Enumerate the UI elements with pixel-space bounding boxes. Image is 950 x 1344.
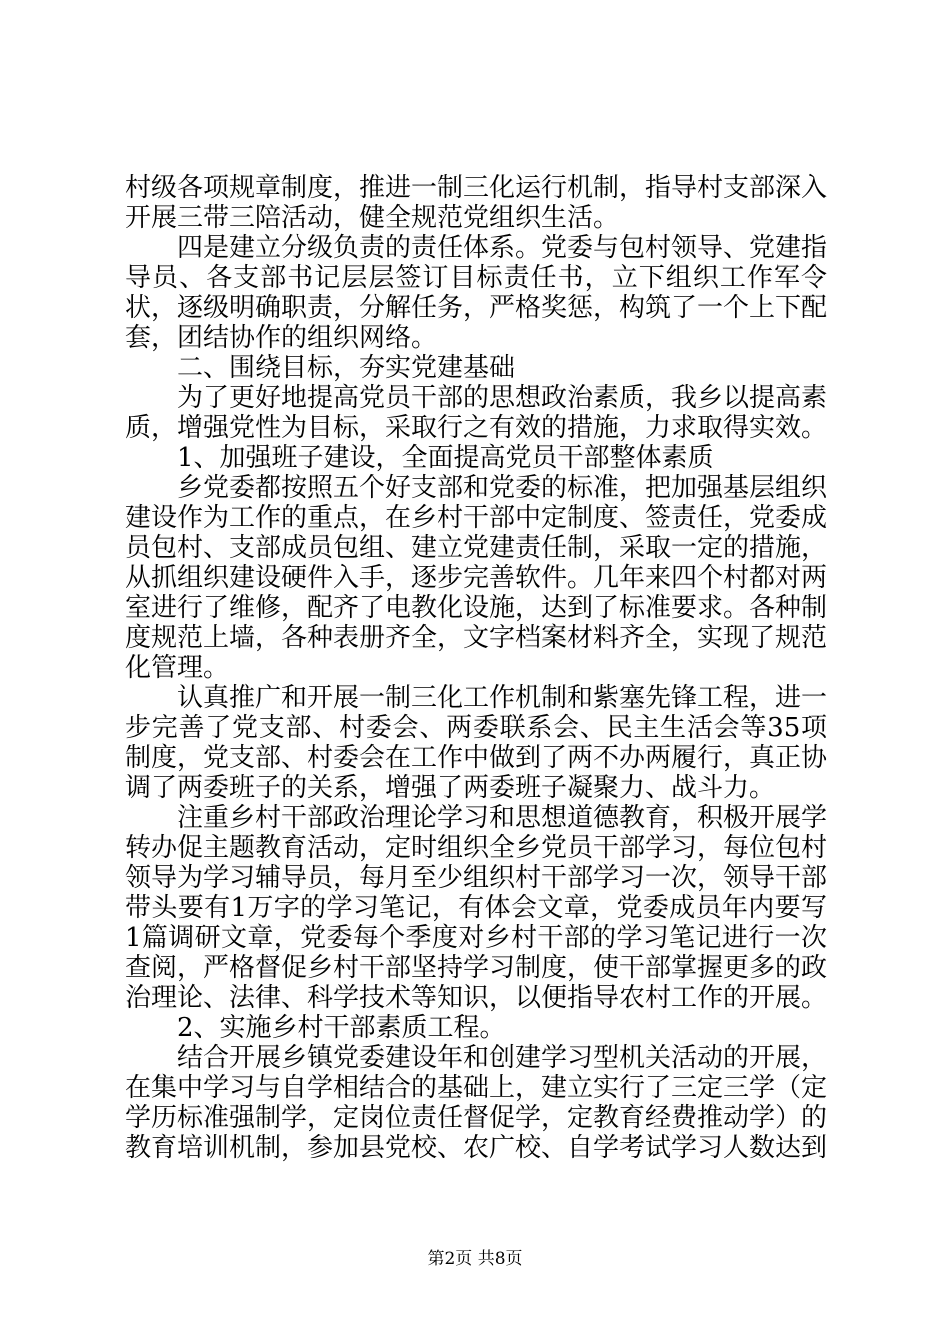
section-heading: 二、围绕目标，夯实党建基础 <box>177 353 516 383</box>
paragraph: 注重乡村干部政治理论学习和思想道德教育，积极开展学转办促主题教育活动，定时组织全乡党员干部学习，每位包村领导为学习辅导员，每月至少组织村干部学习一次，领导干部带头要有1万字的学习笔记，有体会文章，党委成员年内要写1篇调研文章，党委每个季度对乡村干部的学习笔记进行一次查阅，严格督促乡村干部坚持学习制度，使干部掌握更多的政治理论、法律、科学技术等知识，以便指导农村工作的开展。 <box>125 803 828 1013</box>
paragraph: 四是建立分级负责的责任体系。党委与包村领导、党建指导员、各支部书记层层签订目标责任书，立下组织工作军令状，逐级明确职责，分解任务，严格奖惩，构筑了一个上下配套，团结协作的组织网络。 <box>125 233 828 353</box>
subsection-heading: 2、实施乡村干部素质工程。 <box>177 1013 506 1043</box>
paragraph: 乡党委都按照五个好支部和党委的标准，把加强基层组织建设作为工作的重点，在乡村干部中定制度、签责任，党委成员包村、支部成员包组、建立党建责任制，采取一定的措施，从抓组织建设硬件入手，逐步完善软件。几年来四个村都对两室进行了维修，配齐了电教化设施，达到了标准要求。各种制度规范上墙，各种表册齐全，文字档案材料齐全，实现了规范化管理。 <box>125 473 828 683</box>
paragraph: 村级各项规章制度，推进一制三化运行机制，指导村支部深入开展三带三陪活动，健全规范党组织生活。 <box>125 173 828 233</box>
paragraph: 为了更好地提高党员干部的思想政治素质，我乡以提高素质，增强党性为目标，采取行之有效的措施，力求取得实效。 <box>125 383 828 443</box>
document-body <box>125 173 827 1163</box>
paragraph: 结合开展乡镇党委建设年和创建学习型机关活动的开展，在集中学习与自学相结合的基础上，建立实行了三定三学（定学历标准强制学，定岗位责任督促学，定教育经费推动学）的教育培训机制，参加县党校、农广校、自学考试学习人数达到 <box>125 1043 828 1163</box>
page-footer: 第2页 共8页 <box>427 1249 523 1269</box>
paragraph: 认真推广和开展一制三化工作机制和紫塞先锋工程，进一步完善了党支部、村委会、两委联系会、民主生活会等35项制度，党支部、村委会在工作中做到了两不办两履行，真正协调了两委班子的关系，增强了两委班子凝聚力、战斗力。 <box>125 683 828 803</box>
subsection-heading: 1、加强班子建设，全面提高党员干部整体素质 <box>177 443 714 473</box>
